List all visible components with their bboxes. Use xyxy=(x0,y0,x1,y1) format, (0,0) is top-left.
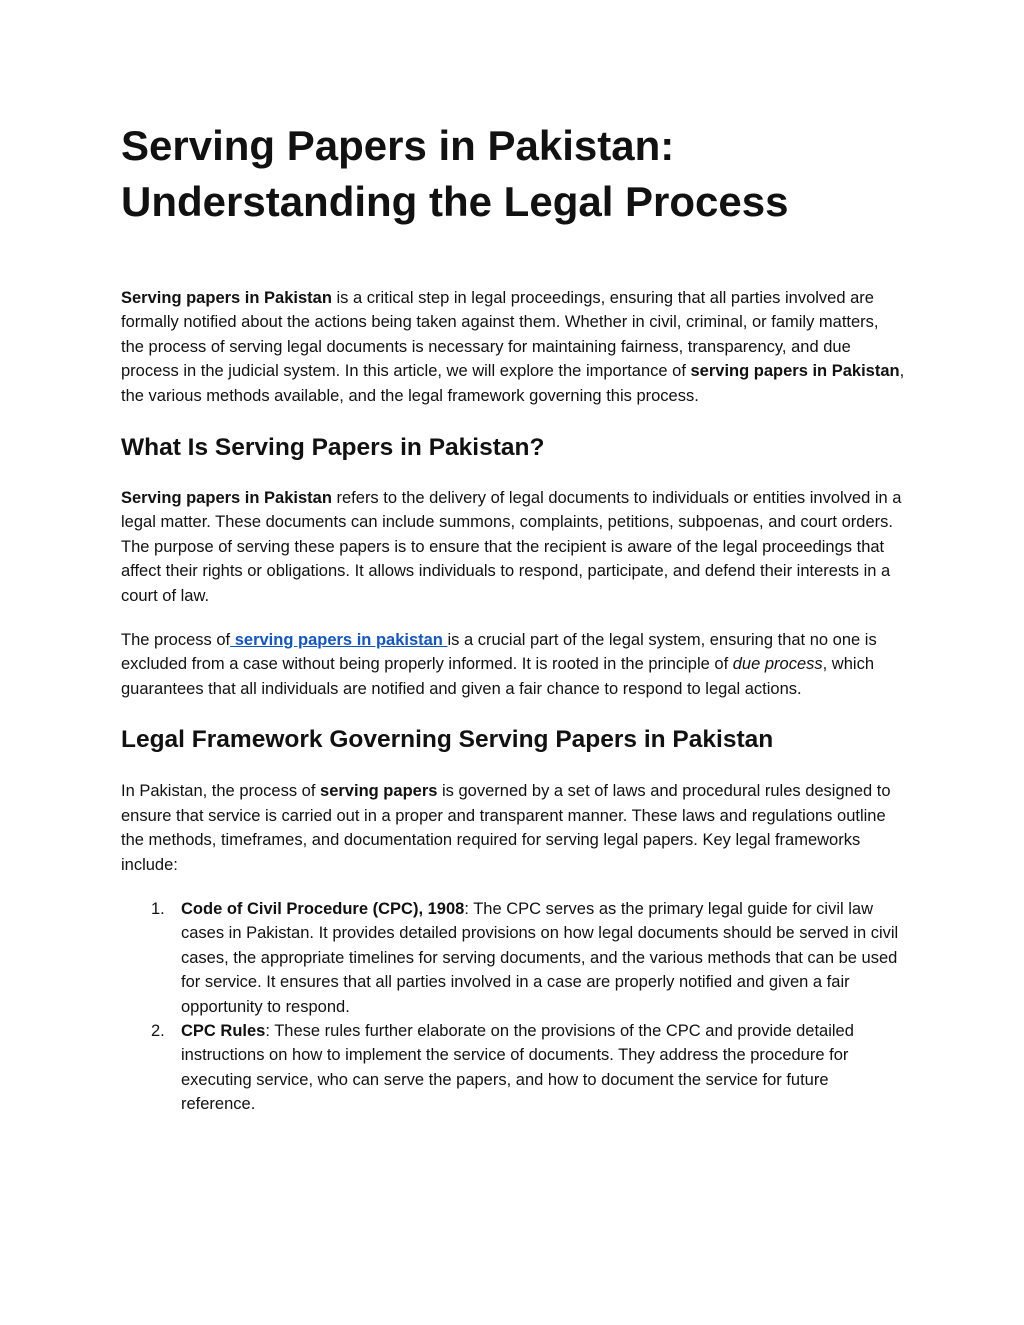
list-item-number: 1. xyxy=(151,899,165,918)
section-heading-what-is: What Is Serving Papers in Pakistan? xyxy=(121,434,545,462)
serving-papers-link[interactable]: serving papers in pakistan xyxy=(230,631,448,650)
framework-list xyxy=(121,897,906,1117)
list-item-text: : These rules further elaborate on the provisions of the CPC and provide detailed instructions on how to implement the service of documents. They address the procedure for executing service, who can serve the papers, and how to document the service for future reference. xyxy=(181,1021,854,1114)
process-paragraph xyxy=(121,628,906,701)
list-item-text: : The CPC serves as the primary legal guide for civil law cases in Pakistan. It provides detailed provisions on how legal documents should be served in civil cases, the appropriate timelines for serving documents, and the various methods that can be used for service. It ensures that all parties involved in a case are properly notified and given a fair opportunity to respond. xyxy=(181,899,899,1016)
definition-text: refers to the delivery of legal documents to individuals or entities involved in a legal matter. These documents can include summons, complaints, petitions, subpoenas, and court orders. The purpose of serving these papers is to ensure that the recipient is aware of the legal proceedings that affect their rights or obligations. It allows individuals to respond, participate, and defend their interests in a court of law. xyxy=(121,489,902,605)
page-title xyxy=(121,118,906,230)
intro-bold-term-2: serving papers in Pakistan xyxy=(690,362,900,381)
framework-paragraph xyxy=(121,779,906,877)
list-item-number: 2. xyxy=(151,1021,165,1040)
list-item-title: Code of Civil Procedure (CPC), 1908 xyxy=(181,899,465,918)
definition-bold-term: Serving papers in Pakistan xyxy=(121,489,332,508)
definition-paragraph xyxy=(121,486,906,608)
intro-text-2: , the various methods available, and the legal framework governing this process. xyxy=(121,362,905,405)
process-text-2: is a crucial part of the legal system, ensuring that no one is excluded from a case without being properly informed. It is rooted in the principle of xyxy=(121,631,877,674)
section-heading-legal-framework: Legal Framework Governing Serving Papers in Pakistan xyxy=(121,726,774,754)
page-title-line-2: Understanding the Legal Process xyxy=(121,178,789,225)
list-item xyxy=(121,1019,906,1117)
document-page xyxy=(121,118,906,1117)
framework-bold-term: serving papers xyxy=(320,782,438,801)
intro-paragraph xyxy=(121,286,906,408)
due-process-italic: due process xyxy=(732,655,823,674)
list-item xyxy=(121,897,906,1019)
intro-text-1: is a critical step in legal proceedings, ensuring that all parties involved are formally notified about the actions being taken against them. Whether in civil, criminal, or family matters, the process of serving legal documents is necessary for maintaining fairness, transparency, and due process in the judicial system. In this article, we will explore the importance of xyxy=(121,289,879,381)
framework-text-1: In Pakistan, the process of xyxy=(121,782,321,801)
intro-bold-term-1: Serving papers in Pakistan xyxy=(121,289,332,307)
list-item-title: CPC Rules xyxy=(181,1021,266,1040)
process-text-3: , which guarantees that all individuals are notified and given a fair chance to respond to legal actions. xyxy=(121,655,874,698)
framework-text-2: is governed by a set of laws and procedural rules designed to ensure that service is carried out in a proper and transparent manner. These laws and regulations outline the methods, timeframes, and documentation required for serving legal papers. Key legal frameworks include: xyxy=(121,782,891,874)
process-text-1: The process of xyxy=(121,631,231,650)
page-title-line-1: Serving Papers in Pakistan: xyxy=(121,122,675,169)
